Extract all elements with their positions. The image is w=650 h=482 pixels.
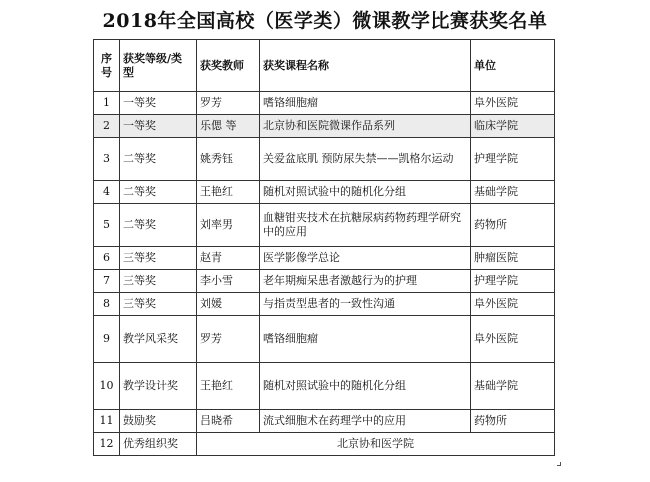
cell-level: 二等奖 bbox=[120, 204, 197, 247]
cell-unit: 临床学院 bbox=[471, 115, 555, 138]
cell-course: 随机对照试验中的随机化分组 bbox=[260, 363, 471, 410]
cell-unit: 护理学院 bbox=[471, 270, 555, 293]
cell-unit: 阜外医院 bbox=[471, 92, 555, 115]
cell-teacher: 刘媛 bbox=[197, 293, 260, 316]
cell-seq: 9 bbox=[94, 316, 120, 363]
cell-teacher: 罗芳 bbox=[197, 316, 260, 363]
cell-seq: 10 bbox=[94, 363, 120, 410]
table-row bbox=[94, 293, 555, 316]
cell-course: 关爱盆底肌 预防尿失禁——凯格尔运动 bbox=[260, 138, 471, 181]
cell-seq: 4 bbox=[94, 181, 120, 204]
cell-course: 老年期痴呆患者激越行为的护理 bbox=[260, 270, 471, 293]
cell-course: 流式细胞术在药理学中的应用 bbox=[260, 410, 471, 433]
cell-teacher: 王艳红 bbox=[197, 181, 260, 204]
page-corner-mark bbox=[557, 462, 561, 466]
cell-teacher: 乐偲 等 bbox=[197, 115, 260, 138]
cell-teacher: 赵青 bbox=[197, 247, 260, 270]
cell-course: 嗜铬细胞瘤 bbox=[260, 92, 471, 115]
cell-seq: 6 bbox=[94, 247, 120, 270]
cell-seq: 8 bbox=[94, 293, 120, 316]
cell-seq: 2 bbox=[94, 115, 120, 138]
award-table bbox=[93, 39, 555, 456]
header-teacher: 获奖教师 bbox=[197, 40, 260, 92]
cell-unit: 基础学院 bbox=[471, 181, 555, 204]
cell-seq: 3 bbox=[94, 138, 120, 181]
cell-teacher: 王艳红 bbox=[197, 363, 260, 410]
cell-unit: 药物所 bbox=[471, 410, 555, 433]
cell-course: 血糖钳夹技术在抗糖尿病药物药理学研究中的应用 bbox=[260, 204, 471, 247]
table-row bbox=[94, 316, 555, 363]
cell-level: 三等奖 bbox=[120, 270, 197, 293]
table-row bbox=[94, 247, 555, 270]
cell-seq: 5 bbox=[94, 204, 120, 247]
table-row bbox=[94, 138, 555, 181]
cell-unit: 阜外医院 bbox=[471, 316, 555, 363]
cell-level: 优秀组织奖 bbox=[120, 433, 197, 456]
cell-teacher: 姚秀钰 bbox=[197, 138, 260, 181]
cell-teacher: 李小雪 bbox=[197, 270, 260, 293]
table-row bbox=[94, 181, 555, 204]
cell-level: 教学设计奖 bbox=[120, 363, 197, 410]
table-row bbox=[94, 270, 555, 293]
cell-seq: 1 bbox=[94, 92, 120, 115]
cell-seq: 12 bbox=[94, 433, 120, 456]
cell-level: 三等奖 bbox=[120, 247, 197, 270]
table-row bbox=[94, 363, 555, 410]
cell-level: 教学风采奖 bbox=[120, 316, 197, 363]
cell-unit: 肿瘤医院 bbox=[471, 247, 555, 270]
cell-level: 二等奖 bbox=[120, 138, 197, 181]
cell-teacher: 罗芳 bbox=[197, 92, 260, 115]
table-row bbox=[94, 204, 555, 247]
cell-unit: 药物所 bbox=[471, 204, 555, 247]
cell-teacher: 吕晓希 bbox=[197, 410, 260, 433]
header-seq: 序号 bbox=[94, 40, 120, 92]
table-header-row bbox=[94, 40, 555, 92]
table-row bbox=[94, 433, 555, 456]
cell-course: 医学影像学总论 bbox=[260, 247, 471, 270]
header-unit: 单位 bbox=[471, 40, 555, 92]
cell-course: 嗜铬细胞瘤 bbox=[260, 316, 471, 363]
cell-seq: 11 bbox=[94, 410, 120, 433]
table-row bbox=[94, 115, 555, 138]
cell-course: 与指责型患者的一致性沟通 bbox=[260, 293, 471, 316]
cell-unit: 基础学院 bbox=[471, 363, 555, 410]
cell-level: 鼓励奖 bbox=[120, 410, 197, 433]
header-course: 获奖课程名称 bbox=[260, 40, 471, 92]
header-level: 获奖等级/类型 bbox=[120, 40, 197, 92]
page-title: 2018年全国高校（医学类）微课教学比赛获奖名单 bbox=[102, 10, 548, 32]
cell-course: 北京协和医院微课作品系列 bbox=[260, 115, 471, 138]
cell-level: 三等奖 bbox=[120, 293, 197, 316]
cell-teacher: 刘率男 bbox=[197, 204, 260, 247]
cell-merged-unit: 北京协和医学院 bbox=[197, 433, 555, 456]
cell-level: 二等奖 bbox=[120, 181, 197, 204]
cell-unit: 护理学院 bbox=[471, 138, 555, 181]
cell-unit: 阜外医院 bbox=[471, 293, 555, 316]
table-row bbox=[94, 92, 555, 115]
table-row bbox=[94, 410, 555, 433]
cell-seq: 7 bbox=[94, 270, 120, 293]
cell-level: 一等奖 bbox=[120, 92, 197, 115]
cell-level: 一等奖 bbox=[120, 115, 197, 138]
cell-course: 随机对照试验中的随机化分组 bbox=[260, 181, 471, 204]
